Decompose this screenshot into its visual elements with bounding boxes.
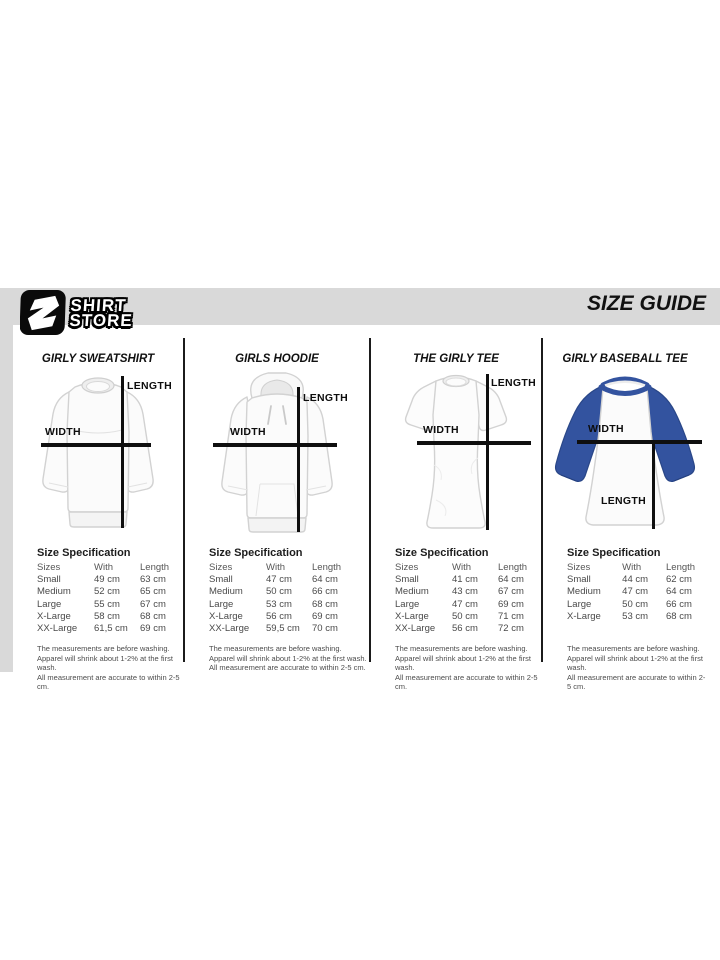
size-cell: 69 cm <box>312 610 338 622</box>
product-title: GIRLY SWEATSHIRT <box>41 353 155 365</box>
length-label: LENGTH <box>303 392 348 404</box>
column-the-girly-tee <box>371 338 543 691</box>
size-row <box>395 586 540 598</box>
left-edge-strip <box>0 325 13 672</box>
size-row <box>37 586 182 598</box>
baseball-tee-icon <box>545 370 705 538</box>
size-cell: Medium <box>395 586 429 598</box>
tshirt-icon <box>381 370 531 538</box>
size-cell: 47 cm <box>622 586 649 598</box>
size-cell: 63 cm <box>140 573 166 585</box>
disclaimer-line: The measurements are before washing. <box>209 644 342 653</box>
size-cell: 70 cm <box>312 623 338 635</box>
size-table <box>37 561 182 635</box>
size-cell: 64 cm <box>498 573 524 585</box>
size-cell: XX-Large <box>209 623 250 635</box>
size-cell: Large <box>395 598 420 610</box>
size-cell: 68 cm <box>312 598 338 610</box>
size-cell: 50 cm <box>622 598 649 610</box>
col-header-length: Length <box>666 561 696 573</box>
size-row <box>209 598 354 610</box>
product-columns <box>13 338 707 691</box>
size-cell: X-Large <box>209 610 243 622</box>
size-cell: 64 cm <box>312 573 338 585</box>
sweatshirt-icon <box>23 370 173 538</box>
col-header-width: With <box>266 561 285 573</box>
col-header-width: With <box>622 561 642 573</box>
col-header-sizes: Sizes <box>567 561 591 573</box>
size-cell: Small <box>37 573 61 585</box>
disclaimer-line: All measurement are accurate to within 2-5 cm. <box>395 672 538 691</box>
size-cell: 71 cm <box>498 610 524 622</box>
size-cell: 68 cm <box>140 610 166 622</box>
size-row <box>209 622 354 634</box>
size-cell: Large <box>567 598 592 610</box>
size-row <box>567 586 707 598</box>
size-cell: XX-Large <box>395 623 436 635</box>
size-cell: 69 cm <box>140 623 166 635</box>
size-row <box>567 598 707 610</box>
size-spec <box>185 547 369 635</box>
size-cell: 47 cm <box>266 573 292 585</box>
column-girly-sweatshirt <box>13 338 185 691</box>
width-measure-line <box>41 443 151 447</box>
width-label: WIDTH <box>230 426 266 438</box>
size-cell: 53 cm <box>266 598 292 610</box>
size-row <box>395 573 540 585</box>
size-row <box>37 610 182 622</box>
size-table <box>567 561 707 622</box>
size-header-row <box>209 561 354 573</box>
product-title: THE GIRLY TEE <box>413 353 499 365</box>
tee-figure <box>371 370 541 538</box>
length-label: LENGTH <box>491 377 536 389</box>
size-cell: 58 cm <box>94 610 120 622</box>
size-cell: Medium <box>209 586 243 598</box>
disclaimer <box>13 644 183 692</box>
size-cell: 66 cm <box>666 598 692 610</box>
size-cell: 52 cm <box>94 586 120 598</box>
logo-line1: SHIRT <box>69 295 128 315</box>
product-title: GIRLS HOODIE <box>235 353 319 365</box>
disclaimer <box>543 644 707 692</box>
spec-title: Size Specification <box>209 547 303 559</box>
baseball-tee-figure <box>543 370 707 538</box>
col-header-length: Length <box>312 561 342 573</box>
size-spec <box>13 547 183 635</box>
size-cell: XX-Large <box>37 623 78 635</box>
size-cell: Small <box>395 573 419 585</box>
size-row <box>567 573 707 585</box>
size-cell: 69 cm <box>498 598 524 610</box>
product-title: GIRLY BASEBALL TEE <box>562 353 688 365</box>
logo-s-icon <box>20 289 67 336</box>
size-cell: Small <box>567 573 591 585</box>
size-cell: 62 cm <box>666 573 692 585</box>
size-row <box>37 598 182 610</box>
spec-title: Size Specification <box>37 547 131 559</box>
size-cell: 68 cm <box>666 610 692 622</box>
disclaimer-line: All measurement are accurate to within 2-5 cm. <box>37 672 180 691</box>
size-header-row <box>37 561 182 573</box>
column-girls-hoodie <box>185 338 371 672</box>
size-row <box>209 573 354 585</box>
size-cell: 65 cm <box>140 586 166 598</box>
size-row <box>37 573 182 585</box>
disclaimer-line: Apparel will shrink about 1-2% at the first wash. <box>567 653 703 672</box>
size-header-row <box>395 561 540 573</box>
size-cell: Large <box>37 598 62 610</box>
page-title: SIZE GUIDE <box>586 292 706 315</box>
size-cell: 72 cm <box>498 623 524 635</box>
width-measure-line <box>213 443 337 447</box>
size-cell: 56 cm <box>452 623 478 635</box>
disclaimer-line: Apparel will shrink about 1-2% at the first wash. <box>395 653 531 672</box>
size-spec <box>543 547 707 635</box>
size-header-row <box>567 561 707 573</box>
size-spec <box>371 547 541 635</box>
length-measure-line <box>652 440 655 529</box>
size-cell: X-Large <box>567 610 601 622</box>
size-cell: X-Large <box>37 610 71 622</box>
size-table <box>209 561 354 635</box>
length-measure-line <box>297 387 300 532</box>
col-header-length: Length <box>498 561 528 573</box>
size-row <box>567 610 707 622</box>
disclaimer <box>185 644 369 673</box>
size-cell: X-Large <box>395 610 429 622</box>
col-header-width: With <box>94 561 113 573</box>
size-cell: Large <box>209 598 234 610</box>
size-cell: 61,5 cm <box>94 623 128 635</box>
size-cell: 67 cm <box>498 586 524 598</box>
column-girly-baseball-tee <box>543 338 707 691</box>
size-row <box>395 610 540 622</box>
disclaimer-line: All measurement are accurate to within 2-5 cm. <box>209 663 366 672</box>
width-measure-line <box>577 440 702 444</box>
size-cell: 50 cm <box>452 610 478 622</box>
logo-line2: STORE <box>68 310 134 330</box>
disclaimer-line: All measurement are accurate to within 2-5 cm. <box>567 672 706 691</box>
width-measure-line <box>417 441 531 445</box>
size-cell: 41 cm <box>452 573 478 585</box>
sweatshirt-figure <box>13 370 183 538</box>
spec-title: Size Specification <box>567 547 661 559</box>
col-header-sizes: Sizes <box>37 561 61 573</box>
size-table <box>395 561 540 635</box>
size-cell: Small <box>209 573 233 585</box>
logo-wordmark <box>68 295 134 330</box>
length-measure-line <box>121 376 124 528</box>
disclaimer-line: Apparel will shrink about 1-2% at the first wash. <box>209 653 367 663</box>
size-cell: 56 cm <box>266 610 292 622</box>
size-cell: 64 cm <box>666 586 692 598</box>
size-row <box>209 586 354 598</box>
width-label: WIDTH <box>423 424 459 436</box>
col-header-sizes: Sizes <box>209 561 233 573</box>
length-label: LENGTH <box>127 380 172 392</box>
length-label: LENGTH <box>601 495 646 507</box>
size-cell: Medium <box>37 586 71 598</box>
size-cell: 59,5 cm <box>266 623 300 635</box>
width-label: WIDTH <box>588 423 624 435</box>
hoodie-figure <box>185 370 369 538</box>
width-label: WIDTH <box>45 426 81 438</box>
size-cell: 47 cm <box>452 598 478 610</box>
size-cell: 66 cm <box>312 586 338 598</box>
size-cell: 49 cm <box>94 573 120 585</box>
size-row <box>395 622 540 634</box>
disclaimer-line: The measurements are before washing. <box>567 644 700 653</box>
size-cell: 44 cm <box>622 573 649 585</box>
size-row <box>209 610 354 622</box>
size-row <box>37 622 182 634</box>
length-measure-line <box>486 374 489 530</box>
disclaimer <box>371 644 541 692</box>
size-cell: Medium <box>567 586 601 598</box>
shirt-store-logo <box>20 289 133 336</box>
size-cell: 67 cm <box>140 598 166 610</box>
spec-title: Size Specification <box>395 547 489 559</box>
size-cell: 50 cm <box>266 586 292 598</box>
disclaimer-line: The measurements are before washing. <box>395 644 528 653</box>
col-header-length: Length <box>140 561 170 573</box>
col-header-sizes: Sizes <box>395 561 419 573</box>
size-cell: 53 cm <box>622 610 649 622</box>
size-cell: 43 cm <box>452 586 478 598</box>
col-header-width: With <box>452 561 471 573</box>
disclaimer-line: The measurements are before washing. <box>37 644 170 653</box>
size-cell: 55 cm <box>94 598 120 610</box>
disclaimer-line: Apparel will shrink about 1-2% at the first wash. <box>37 653 173 672</box>
size-row <box>395 598 540 610</box>
